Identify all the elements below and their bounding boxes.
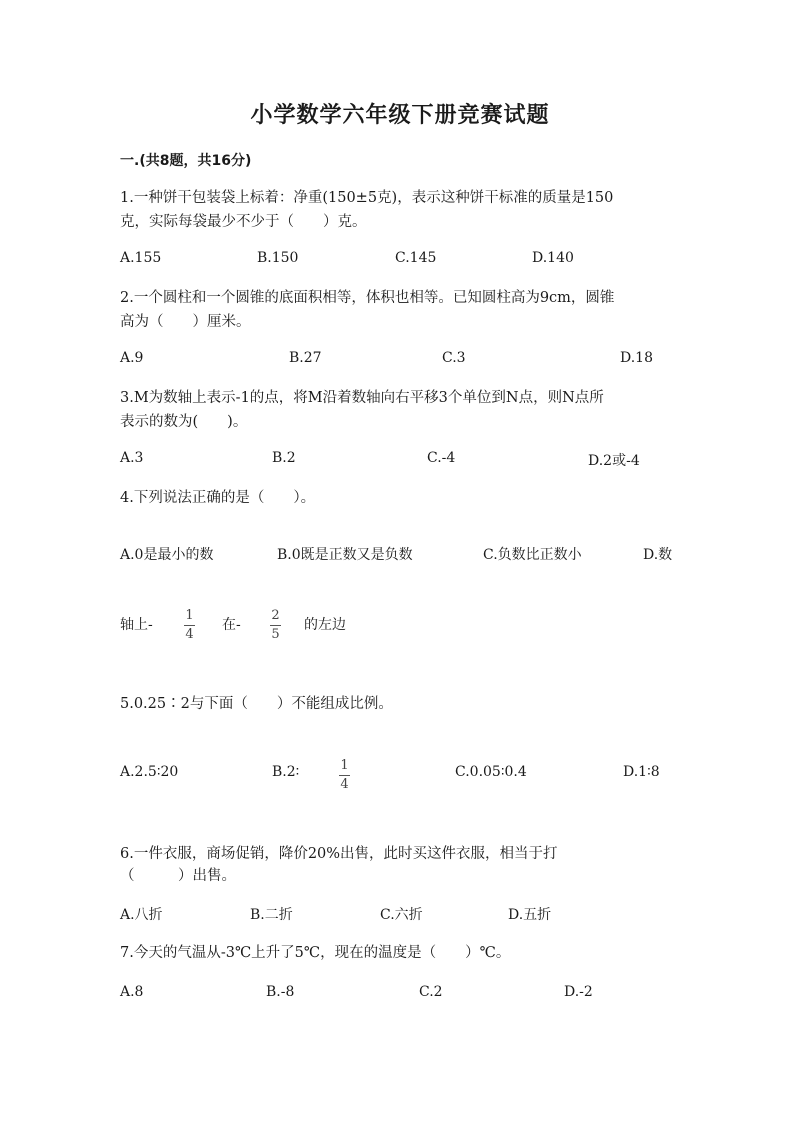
question-4-line-1: 4.下列说法正确的是（ ）。	[120, 490, 316, 506]
q4-option-d: D.数	[643, 547, 673, 563]
fraction-bar	[184, 625, 195, 626]
question-2-line-1: 2.一个圆柱和一个圆锥的底面积相等，体积也相等。已知圆柱高为9cm，圆锥	[120, 290, 615, 306]
fraction-one-quarter	[339, 758, 350, 793]
fraction-denominator: 5	[271, 627, 280, 642]
fraction-numerator: 1	[340, 758, 349, 773]
question-3-line-2: 表示的数为( )。	[120, 414, 248, 430]
question-7-line-1: 7.今天的气温从-3℃上升了5℃，现在的温度是（ ）℃。	[120, 945, 511, 961]
q5-option-a: A.2.5∶20	[120, 764, 179, 780]
q4-option-d-cont-2: 在-	[222, 617, 241, 633]
q4-option-d-cont-1: 轴上-	[120, 617, 153, 633]
q7-option-a: A.8	[120, 984, 144, 1000]
question-1-line-2: 克，实际每袋最少不少于（ ）克。	[120, 214, 367, 230]
page-title: 小学数学六年级下册竞赛试题	[250, 103, 550, 128]
fraction-denominator: 4	[340, 777, 349, 792]
fraction-denominator: 4	[185, 627, 194, 642]
q5-option-b: B.2∶	[272, 764, 300, 780]
q3-option-a: A.3	[120, 450, 144, 466]
question-1-line-1: 1.一种饼干包装袋上标着：净重(150±5克)，表示这种饼干标准的质量是150	[120, 190, 614, 206]
q3-option-d: D.2或-4	[588, 453, 640, 469]
fraction-two-fifths	[270, 608, 281, 643]
question-6-line-2: （ ）出售。	[120, 868, 236, 884]
question-2-line-2: 高为（ ）厘米。	[120, 314, 251, 330]
q4-option-b: B.0既是正数又是负数	[277, 547, 413, 563]
q6-option-b: B.二折	[250, 907, 293, 923]
q5-option-d: D.1∶8	[623, 764, 660, 780]
question-3-line-1: 3.M为数轴上表示-1的点，将M沿着数轴向右平移3个单位到N点，则N点所	[120, 390, 604, 406]
q2-option-b: B.27	[289, 350, 322, 366]
q5-option-c: C.0.05∶0.4	[455, 764, 527, 780]
q1-option-b: B.150	[257, 250, 299, 266]
fraction-one-quarter	[184, 608, 195, 643]
question-6-line-1: 6.一件衣服，商场促销，降价20%出售，此时买这件衣服，相当于打	[120, 846, 558, 862]
q7-option-d: D.-2	[564, 984, 593, 1000]
fraction-bar	[339, 775, 350, 776]
q6-option-c: C.六折	[380, 907, 423, 923]
q4-option-d-cont-3: 的左边	[304, 617, 346, 633]
q2-option-c: C.3	[442, 350, 466, 366]
q2-option-d: D.18	[620, 350, 653, 366]
fraction-numerator: 1	[185, 608, 194, 623]
section-heading: 一.(共8题，共16分)	[120, 153, 252, 169]
q3-option-c: C.-4	[427, 450, 456, 466]
q1-option-c: C.145	[395, 250, 437, 266]
q1-option-d: D.140	[532, 250, 574, 266]
q6-option-d: D.五折	[508, 907, 552, 923]
fraction-numerator: 2	[271, 608, 280, 623]
q4-option-a: A.0是最小的数	[120, 547, 214, 563]
q1-option-a: A.155	[120, 250, 162, 266]
q2-option-a: A.9	[120, 350, 144, 366]
q7-option-b: B.-8	[266, 984, 295, 1000]
question-5-line-1: 5.0.25∶2与下面（ ）不能组成比例。	[120, 696, 393, 712]
q4-option-c: C.负数比正数小	[483, 547, 582, 563]
q3-option-b: B.2	[272, 450, 296, 466]
fraction-bar	[270, 625, 281, 626]
q7-option-c: C.2	[419, 984, 443, 1000]
q6-option-a: A.八折	[120, 907, 163, 923]
